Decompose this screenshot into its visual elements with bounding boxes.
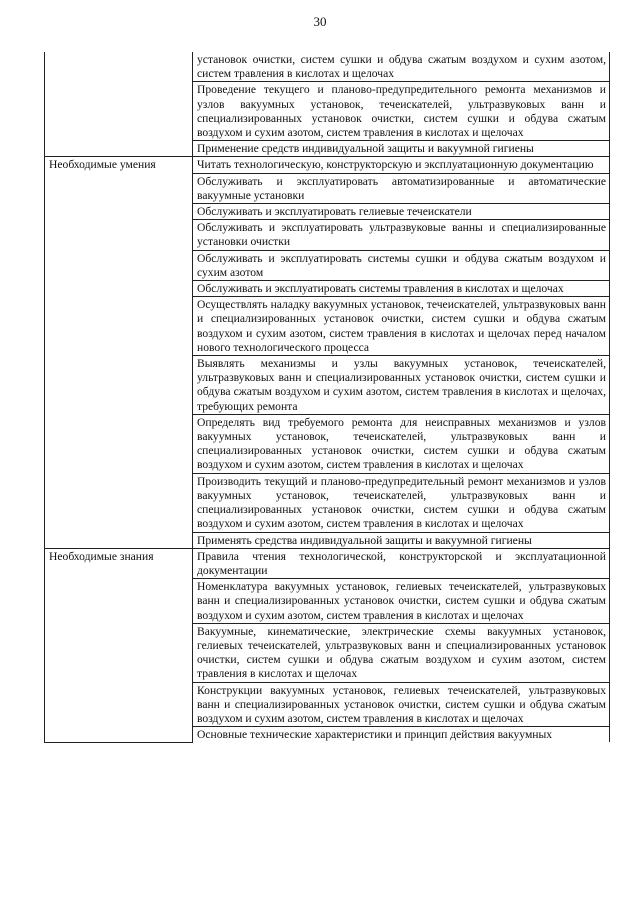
requirement-item: Конструкции вакуумных установок, гелиевых течеискателей, ультразвуковых ванн и специализированных установок очистки, систем сушки и обдува сжатым воздухом и сухим азотом, систем травления в кислотах и щелочах xyxy=(193,682,610,727)
table-row xyxy=(45,52,610,82)
requirement-item: установок очистки, систем сушки и обдува сжатым воздухом и сухим азотом, систем травления в кислотах и щелочах xyxy=(193,52,610,82)
requirement-item: Применять средства индивидуальной защиты и вакуумной гигиены xyxy=(193,532,610,548)
requirement-item: Читать технологическую, конструкторскую и эксплуатационную документацию xyxy=(193,157,610,173)
requirement-item: Обслуживать и эксплуатировать автоматизированные и автоматические вакуумные установки xyxy=(193,173,610,203)
section-label: Необходимые знания xyxy=(45,548,193,742)
requirement-item: Производить текущий и планово-предупредительный ремонт механизмов и узлов вакуумных установок, течеискателей, ультразвуковых ванн и специализированных установок очистки, систем сушки и обдува сжатым воздухом и сухим азотом, систем травления в кислотах и щелочах xyxy=(193,473,610,532)
table-row xyxy=(45,157,610,173)
requirement-item: Номенклатура вакуумных установок, гелиевых течеискателей, ультразвуковых ванн и специализированных установок очистки, систем сушки и обдува сжатым воздухом и сухим азотом, систем травления в кислотах и щелочах xyxy=(193,579,610,624)
requirement-item: Вакуумные, кинематические, электрические схемы вакуумных установок, гелиевых течеискателей, ультразвуковых ванн и специализированных установок очистки, систем сушки и обдува сжатым воздухом и сухим азотом, систем травления в кислотах и щелочах xyxy=(193,623,610,682)
requirement-item: Обслуживать и эксплуатировать ультразвуковые ванны и специализированные установки очистки xyxy=(193,220,610,250)
requirement-item: Выявлять механизмы и узлы вакуумных установок, течеискателей, ультразвуковых ванн и специализированных установок очистки, систем сушки и обдува сжатым воздухом и сухим азотом, систем травления в кислотах и щелочах, требующих ремонта xyxy=(193,356,610,415)
section-label xyxy=(45,52,193,157)
requirements-table xyxy=(44,52,610,743)
requirements-table-body xyxy=(45,52,610,742)
requirement-item: Проведение текущего и планово-предупредительного ремонта механизмов и узлов вакуумных установок, течеискателей, ультразвуковых ванн и специализированных установок очистки, систем сушки и обдува сжатым воздухом и сухим азотом, систем травления в кислотах и щелочах xyxy=(193,82,610,141)
requirement-item: Основные технические характеристики и принцип действия вакуумных xyxy=(193,727,610,743)
requirement-item: Осуществлять наладку вакуумных установок, течеискателей, ультразвуковых ванн и специализированных установок очистки, систем сушки и обдува сжатым воздухом и сухим азотом, систем травления в кислотах и щелочах перед началом нового технологического процесса xyxy=(193,297,610,356)
requirement-item: Обслуживать и эксплуатировать гелиевые течеискатели xyxy=(193,204,610,220)
requirement-item: Обслуживать и эксплуатировать системы сушки и обдува сжатым воздухом и сухим азотом xyxy=(193,250,610,280)
requirement-item: Определять вид требуемого ремонта для неисправных механизмов и узлов вакуумных установок, течеискателей, ультразвуковых ванн и специализированных установок очистки, систем сушки и обдува сжатым воздухом и сухим азотом, систем травления в кислотах и щелочах xyxy=(193,414,610,473)
section-label: Необходимые умения xyxy=(45,157,193,548)
requirement-item: Обслуживать и эксплуатировать системы травления в кислотах и щелочах xyxy=(193,281,610,297)
requirement-item: Применение средств индивидуальной защиты и вакуумной гигиены xyxy=(193,141,610,157)
requirement-item: Правила чтения технологической, конструкторской и эксплуатационной документации xyxy=(193,548,610,578)
page-number: 30 xyxy=(313,14,327,29)
table-row xyxy=(45,548,610,578)
